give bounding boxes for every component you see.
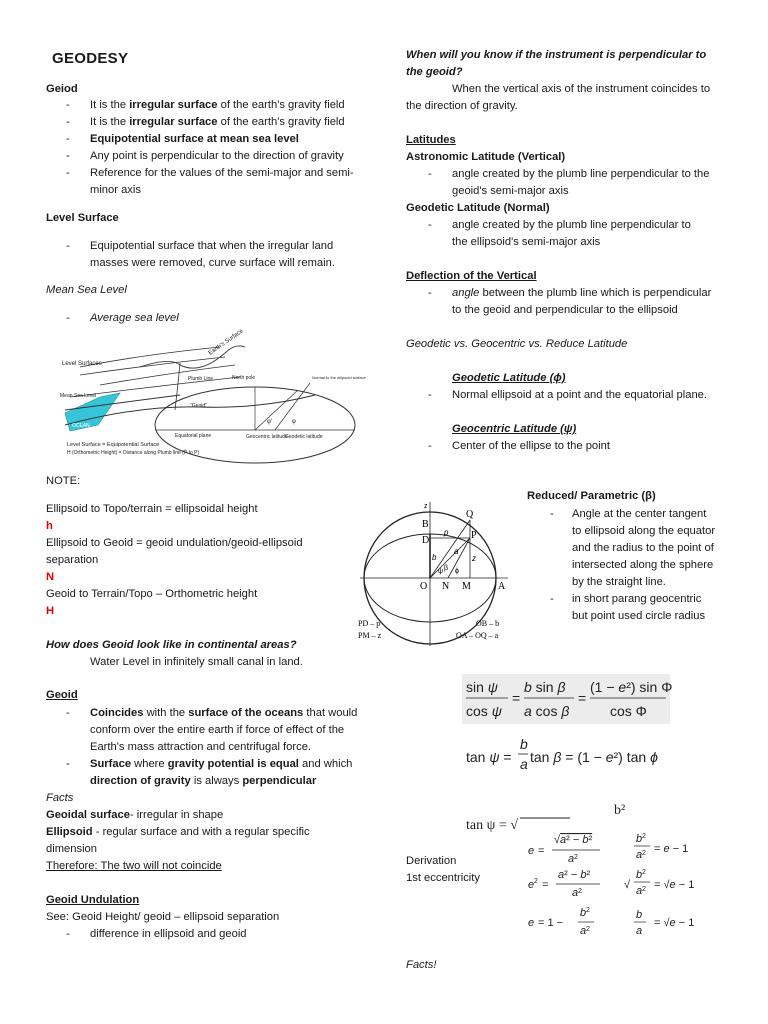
svg-text:sin ψ: sin ψ bbox=[466, 679, 498, 695]
svg-text:2: 2 bbox=[642, 850, 646, 857]
reduced-latitude-diagram bbox=[358, 498, 523, 648]
astronomic-latitude-heading: Astronomic Latitude (Vertical) bbox=[406, 151, 566, 163]
svg-text:a: a bbox=[636, 885, 643, 897]
svg-text:2: 2 bbox=[534, 878, 538, 885]
ellipsoid-fact-l2: dimension bbox=[46, 843, 97, 855]
instrument-answer-l2: the direction of gravity. bbox=[406, 100, 518, 112]
label-M: M bbox=[462, 581, 471, 592]
geiod-heading: Geiod bbox=[46, 83, 78, 95]
label-z-height: z bbox=[472, 554, 476, 563]
svg-text:b: b bbox=[520, 736, 528, 752]
geoid-bullet-surface: Surface where gravity potential is equal and which bbox=[90, 758, 353, 770]
label-equatorial-plane: Equatorial plane bbox=[175, 433, 212, 439]
svg-text:= e − 1: = e − 1 bbox=[654, 843, 689, 855]
level-surface-heading: Level Surface bbox=[46, 212, 119, 224]
orthometric-height-line: Geoid to Terrain/Topo – Orthometric height bbox=[46, 588, 258, 600]
legend-OB: OB – b bbox=[476, 619, 500, 628]
svg-text:a cos β: a cos β bbox=[524, 703, 570, 719]
instrument-question: When will you know if the instrument is perpendicular to the geoid? bbox=[406, 49, 707, 78]
formula-ratio bbox=[462, 674, 673, 724]
svg-text:tan β = (1 − e²) tan ϕ: tan β = (1 − e²) tan ϕ bbox=[530, 749, 658, 765]
label-P: P bbox=[471, 530, 477, 541]
svg-text:b sin β: b sin β bbox=[524, 679, 566, 695]
label-a: a bbox=[454, 547, 459, 556]
svg-text:2: 2 bbox=[578, 888, 582, 895]
continental-answer: Water Level in infinitely small canal in land. bbox=[90, 656, 303, 668]
svg-text:e: e bbox=[528, 917, 535, 929]
svg-text:a² − b²: a² − b² bbox=[558, 869, 591, 881]
geoid-undulation-see: See: Geoid Height/ geoid – ellipsoid separation bbox=[46, 911, 280, 923]
ellipsoidal-height-line: Ellipsoid to Topo/terrain = ellipsoidal height bbox=[46, 503, 258, 515]
formula-b2: b² bbox=[614, 803, 626, 818]
svg-text:(1 − e²) sin Φ: (1 − e²) sin Φ bbox=[590, 679, 673, 695]
label-N: N bbox=[442, 581, 450, 592]
eccentricity-label: 1st eccentricity bbox=[406, 872, 480, 884]
level-surface-line2: masses were removed, curve surface will remain. bbox=[90, 257, 335, 269]
reduced-heading: Reduced/ Parametric (β) bbox=[527, 490, 656, 502]
symbol-H: H bbox=[46, 605, 55, 617]
geiod-list bbox=[46, 97, 376, 199]
label-mean-sea-level: Mean Sea Level bbox=[60, 393, 97, 399]
svg-text:2: 2 bbox=[642, 869, 646, 876]
svg-text:b: b bbox=[636, 909, 643, 921]
svg-text:e: e bbox=[528, 845, 535, 857]
latitude-comparison-heading: Geodetic vs. Geocentric vs. Reduce Latitude bbox=[406, 338, 628, 350]
label-plumb-line: Plumb Line bbox=[188, 376, 214, 382]
svg-text:=: = bbox=[512, 690, 521, 706]
svg-text:√a² − b²: √a² − b² bbox=[554, 834, 593, 846]
eccentricity-formulas bbox=[524, 826, 704, 944]
astronomic-latitude-l2: geoid's semi-major axis bbox=[452, 185, 569, 197]
svg-text:2: 2 bbox=[574, 854, 578, 861]
label-phi: φ bbox=[292, 419, 296, 425]
geodetic-latitude-heading: Geodetic Latitude (Normal) bbox=[406, 202, 550, 214]
label-beta: β bbox=[444, 565, 449, 572]
label-ocean: OCEAN bbox=[72, 423, 90, 429]
geocentric-lat-def: Center of the ellipse to the point bbox=[452, 440, 610, 452]
label-earths-surface: Earth's Surface bbox=[207, 328, 245, 357]
label-north-pole: North pole bbox=[232, 375, 256, 381]
geoid-heading-2: Geoid bbox=[46, 689, 78, 701]
deflection-heading: Deflection of the Vertical bbox=[406, 270, 537, 282]
label-Q: Q bbox=[466, 509, 474, 520]
continental-question: How does Geoid look like in continental areas? bbox=[46, 639, 297, 651]
symbol-N: N bbox=[46, 571, 55, 583]
list-item: - It is the irregular surface of the earth's gravity field bbox=[66, 116, 345, 128]
page-title: GEODESY bbox=[52, 50, 129, 67]
deflection-l2: to the geoid and perpendicular to the ellipsoid bbox=[452, 304, 678, 316]
svg-text:= √e − 1: = √e − 1 bbox=[654, 917, 695, 929]
normal-NP bbox=[448, 538, 470, 578]
geoid-undulation-line1: Ellipsoid to Geoid = geoid undulation/geoid-ellipsoid bbox=[46, 537, 303, 549]
geodetic-latitude-l1: angle created by the plumb line perpendicular to bbox=[452, 219, 691, 231]
therefore-line: Therefore: The two will not coincide bbox=[46, 860, 222, 872]
geoid-bullet-coincides: Coincides with the surface of the oceans that would bbox=[90, 707, 358, 719]
level-surface-line1: Equipotential surface that when the irregular land bbox=[90, 240, 334, 252]
label-level-surfaces: Level Surfaces bbox=[62, 361, 102, 367]
svg-text:b: b bbox=[636, 833, 643, 845]
svg-text:= √e − 1: = √e − 1 bbox=[654, 879, 695, 891]
svg-text:=: = bbox=[578, 690, 587, 706]
instrument-answer-l1: When the vertical axis of the instrument coincides to bbox=[452, 83, 711, 95]
geoid-bullet-coincides-l3: Earth's mass attraction and centrifugal force. bbox=[90, 741, 312, 753]
svg-text:a: a bbox=[568, 853, 575, 865]
geoid-undulation-line2: separation bbox=[46, 554, 99, 566]
derivation-label: Derivation bbox=[406, 855, 457, 867]
label-p: p bbox=[444, 528, 449, 537]
svg-text:2: 2 bbox=[586, 926, 590, 933]
astronomic-latitude-l1: angle created by the plumb line perpendicular to the bbox=[452, 168, 710, 180]
label-psi: ψ bbox=[438, 568, 443, 575]
mean-sea-level-bullet: Average sea level bbox=[90, 312, 179, 324]
level-surface-line bbox=[100, 365, 235, 385]
geoidal-surface-fact: Geoidal surface- irregular in shape bbox=[46, 809, 224, 821]
geoid-bullet-surface-l2: direction of gravity is always perpendicular bbox=[90, 775, 317, 787]
latitudes-heading: Latitudes bbox=[406, 134, 456, 146]
geodetic-lat-subheading: Geodetic Latitude (ɸ) bbox=[452, 372, 566, 384]
deflection-l1: angle between the plumb line which is perpendicular bbox=[452, 287, 712, 299]
label-b: b bbox=[432, 553, 437, 562]
facts-bottom-heading: Facts! bbox=[406, 959, 437, 971]
list-item: - Reference for the values of the semi-major and semi- bbox=[66, 167, 354, 179]
svg-text:b: b bbox=[636, 869, 643, 881]
list-item: - Any point is perpendicular to the direction of gravity bbox=[66, 150, 344, 162]
geodetic-lat-def: Normal ellipsoid at a point and the equatorial plane. bbox=[452, 389, 707, 401]
symbol-h: h bbox=[46, 520, 53, 532]
label-geoid: "Geoid" bbox=[190, 403, 207, 409]
svg-text:2: 2 bbox=[642, 833, 646, 840]
label-geodetic: Geodetic latitude bbox=[285, 434, 323, 440]
label-B: B bbox=[422, 519, 429, 530]
geodetic-latitude-l2: the ellipsoid's semi-major axis bbox=[452, 236, 601, 248]
geocentric-lat-subheading: Geocentric Latitude (ψ) bbox=[452, 423, 577, 435]
svg-text:=: = bbox=[538, 845, 545, 857]
svg-text:b: b bbox=[580, 907, 587, 919]
list-item-continuation: minor axis bbox=[90, 184, 141, 196]
geoid-ellipsoid-figure bbox=[60, 328, 366, 465]
caption-orthometric: H (Orthometric Height) = Distance along Plumb line (P̄ to P) bbox=[67, 450, 200, 456]
svg-text:a: a bbox=[580, 925, 587, 937]
caption-level-surface: Level Surface = Equipotential Surface bbox=[67, 442, 160, 448]
label-phi: ɸ bbox=[455, 568, 459, 575]
legend-PD: PD – p bbox=[358, 619, 381, 628]
svg-text:tan ψ =: tan ψ = bbox=[466, 749, 512, 765]
plumb-line bbox=[175, 363, 180, 410]
svg-text:e: e bbox=[528, 879, 535, 891]
note-heading: NOTE: bbox=[46, 475, 81, 487]
label-O: O bbox=[420, 581, 428, 592]
formula-tan-sqrt: tan ψ = √ bbox=[466, 818, 518, 833]
svg-text:cos ψ: cos ψ bbox=[466, 703, 502, 719]
label-z: z bbox=[424, 503, 428, 510]
svg-text:a: a bbox=[636, 925, 643, 937]
legend-PM: PM – z bbox=[358, 631, 382, 640]
geoid-bullet-coincides-l2: conform over the entire earth if force of effect of the bbox=[90, 724, 345, 736]
svg-text:2: 2 bbox=[586, 907, 590, 914]
svg-text:a: a bbox=[520, 756, 528, 772]
formula-tan bbox=[462, 735, 682, 779]
svg-text:= 1 −: = 1 − bbox=[538, 917, 564, 929]
svg-text:√: √ bbox=[624, 879, 631, 891]
list-item: - It is the irregular surface of the earth's gravity field bbox=[66, 99, 345, 111]
label-phi-prime: φ' bbox=[267, 419, 273, 425]
sqrt-bar bbox=[520, 812, 580, 822]
label-A: A bbox=[498, 581, 506, 592]
legend-OA: OA – OQ – a bbox=[456, 631, 499, 640]
svg-text:2: 2 bbox=[642, 886, 646, 893]
svg-text:a: a bbox=[572, 887, 579, 899]
facts-heading: Facts bbox=[46, 792, 74, 804]
svg-text:a: a bbox=[636, 849, 643, 861]
label-D: D bbox=[422, 535, 430, 546]
ellipsoid-fact: Ellipsoid - regular surface and with a regular specific bbox=[46, 826, 310, 838]
list-item: - Equipotential surface at mean sea level bbox=[66, 133, 299, 145]
label-geocentric: Geocentric latitude bbox=[246, 434, 288, 440]
svg-text:=: = bbox=[542, 879, 549, 891]
geoid-undulation-heading: Geoid Undulation bbox=[46, 894, 140, 906]
svg-text:cos Φ: cos Φ bbox=[610, 703, 647, 719]
label-normal: Normal to the ellipsoid surface bbox=[312, 375, 366, 380]
reduced-bullet-2: in short parang geocentric but point used circle radius bbox=[572, 593, 706, 622]
reduced-bullet-1: Angle at the center tangent to ellipsoid along the equator and the radius to the point of intersected along the sphere by the straight line. bbox=[572, 508, 716, 588]
mean-sea-level-heading: Mean Sea Level bbox=[46, 284, 127, 296]
geoid-undulation-bullet: difference in ellipsoid and geoid bbox=[90, 928, 247, 940]
